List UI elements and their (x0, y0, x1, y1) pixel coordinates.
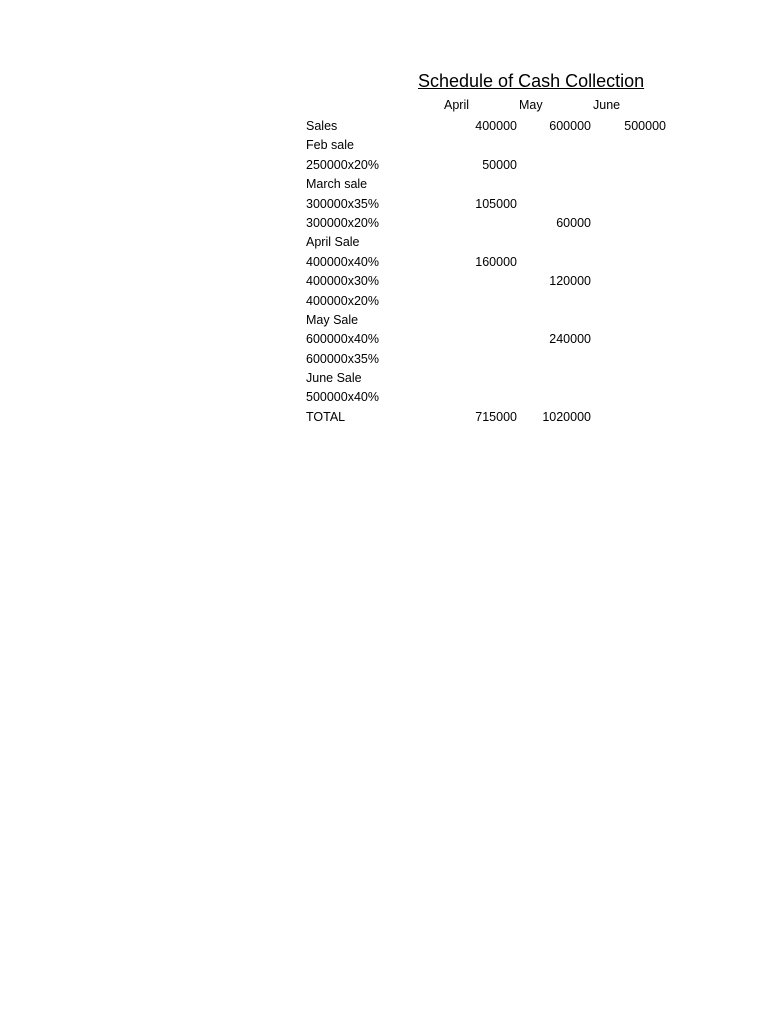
row-label: Feb sale (306, 138, 354, 152)
cell-june: 500000 (624, 119, 666, 133)
row-feb-20pct (0, 157, 768, 176)
row-label: May Sale (306, 313, 359, 327)
row-april-30pct (0, 273, 768, 292)
schedule-title: Schedule of Cash Collection (418, 71, 645, 91)
row-label: 400000x30% (306, 274, 379, 288)
row-june-40pct (0, 389, 768, 408)
cell-may: 120000 (549, 274, 591, 288)
row-total (0, 409, 768, 428)
row-label: 600000x40% (306, 332, 379, 346)
row-label: March sale (306, 177, 368, 191)
row-april-40pct (0, 254, 768, 273)
row-march-20pct (0, 215, 768, 234)
cell-april: 400000 (475, 119, 517, 133)
row-sales (0, 118, 768, 137)
row-may-35pct (0, 351, 768, 370)
row-june-sale (0, 370, 768, 389)
cell-april: 105000 (475, 197, 517, 211)
row-label: 250000x20% (306, 158, 379, 172)
row-feb-sale (0, 137, 768, 156)
row-may-40pct (0, 331, 768, 350)
row-label: 400000x40% (306, 255, 379, 269)
cell-april: 50000 (482, 158, 517, 172)
cell-april: 160000 (475, 255, 517, 269)
month-header-june: June (593, 98, 621, 112)
row-may-sale (0, 312, 768, 331)
row-label: 300000x20% (306, 216, 379, 230)
row-april-sale (0, 234, 768, 253)
cell-may: 240000 (549, 332, 591, 346)
row-label: 500000x40% (306, 390, 379, 404)
row-label: April Sale (306, 235, 360, 249)
row-label: 600000x35% (306, 352, 379, 366)
row-label: Sales (306, 119, 338, 133)
row-april-20pct (0, 293, 768, 312)
month-header-april: April (444, 98, 470, 112)
cell-may: 60000 (556, 216, 591, 230)
row-label: TOTAL (306, 410, 346, 424)
cell-may: 1020000 (542, 410, 591, 424)
row-march-sale (0, 176, 768, 195)
month-header-may: May (519, 98, 543, 112)
row-label: 400000x20% (306, 294, 379, 308)
cell-may: 600000 (549, 119, 591, 133)
cell-april: 715000 (475, 410, 517, 424)
row-march-35pct (0, 196, 768, 215)
row-label: 300000x35% (306, 197, 379, 211)
row-label: June Sale (306, 371, 362, 385)
